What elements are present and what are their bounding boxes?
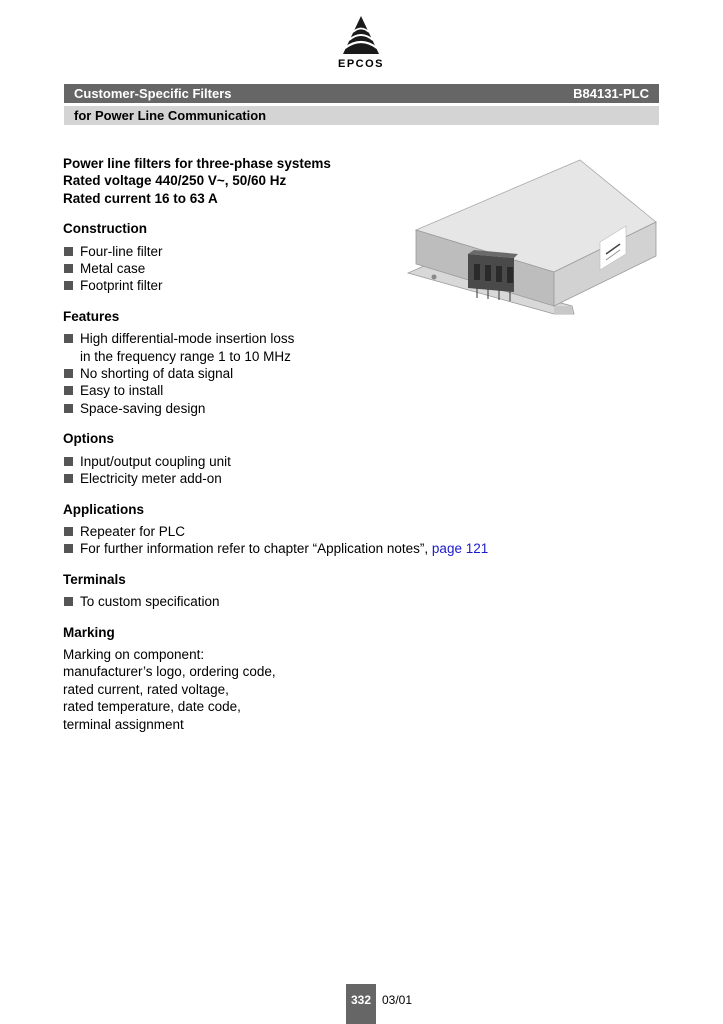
marking-line: terminal assignment	[63, 716, 184, 732]
section-title: Features	[63, 308, 120, 324]
bullet-square-icon	[64, 597, 73, 606]
epcos-logo-mark	[341, 14, 381, 56]
list-item-text: Space-saving design	[80, 400, 206, 416]
list-item-text: To custom specification	[80, 594, 220, 610]
bullet-square-icon	[64, 474, 73, 483]
product-image	[404, 156, 666, 320]
section-applications	[63, 501, 523, 558]
list-item-text: Easy to install	[80, 383, 164, 399]
list-item	[63, 400, 523, 417]
section-terminals	[63, 571, 523, 611]
bullet-square-icon	[64, 281, 73, 290]
list-item-text: Electricity meter add-on	[80, 471, 222, 487]
page-link[interactable]: page 121	[431, 541, 489, 557]
page-number-box	[346, 984, 376, 1024]
bullet-square-icon	[64, 334, 73, 343]
list-item	[63, 523, 523, 540]
section-title: Applications	[63, 501, 145, 517]
subheader-bar	[64, 106, 659, 125]
section-title: Marking	[63, 624, 115, 640]
header-bar	[64, 84, 659, 103]
header-title: Customer-Specific Filters	[74, 86, 232, 101]
list-item	[63, 540, 523, 557]
marking-line: manufacturer’s logo, ordering code,	[63, 664, 276, 680]
bullet-square-icon	[64, 386, 73, 395]
bullet-square-icon	[64, 457, 73, 466]
logo-text: EPCOS	[337, 58, 384, 70]
intro-line: Rated current 16 to 63 A	[63, 190, 218, 206]
marking-line: Marking on component:	[63, 646, 205, 662]
intro-line: Power line filters for three-phase systems	[63, 156, 331, 171]
intro-line: Rated voltage 440/250 V~, 50/60 Hz	[63, 173, 287, 189]
list-item-text: Input/output coupling unit	[80, 453, 231, 469]
section-title: Terminals	[63, 571, 126, 587]
list-item-text: High differential-mode insertion loss	[80, 331, 295, 347]
footer-date: 03/01	[382, 993, 413, 1007]
list-item	[63, 382, 523, 399]
marking-line: rated current, rated voltage,	[63, 681, 229, 697]
epcos-logo	[330, 14, 392, 74]
bullet-square-icon	[64, 369, 73, 378]
list-item	[63, 453, 523, 470]
list-item	[63, 593, 523, 610]
list-item-text: No shorting of data signal	[80, 366, 234, 382]
bullet-square-icon	[64, 544, 73, 553]
list-item-text: Repeater for PLC	[80, 523, 186, 539]
list-item-text: Metal case	[80, 261, 146, 277]
marking-line: rated temperature, date code,	[63, 699, 241, 715]
bullet-square-icon	[64, 527, 73, 536]
section-title: Construction	[63, 221, 147, 237]
page-number: 332	[350, 993, 372, 1007]
list-item	[63, 365, 523, 382]
list-item	[63, 470, 523, 487]
section-features	[63, 308, 523, 417]
section-title: Options	[63, 431, 114, 447]
list-item	[63, 330, 523, 365]
bullet-square-icon	[64, 247, 73, 256]
section-options	[63, 430, 523, 487]
header-subtitle: for Power Line Communication	[74, 108, 267, 123]
bullet-square-icon	[64, 404, 73, 413]
list-item-text: Four-line filter	[80, 243, 163, 259]
list-item-text-continued: in the frequency range 1 to 10 MHz	[80, 348, 291, 364]
list-item-text: For further information refer to chapter “Application notes”,	[80, 541, 432, 557]
list-item-text: Footprint filter	[80, 278, 163, 294]
bullet-square-icon	[64, 264, 73, 273]
header-code: B84131-PLC	[573, 86, 649, 101]
section-marking	[63, 624, 523, 733]
